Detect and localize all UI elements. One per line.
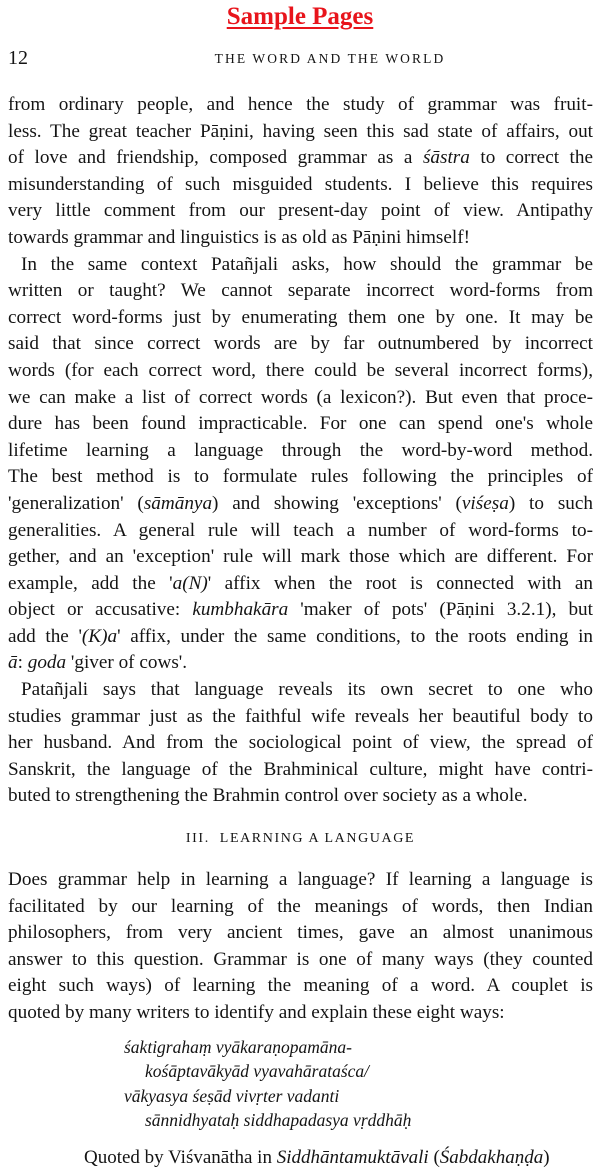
verse-citation: Quoted by Viśvanātha in Siddhāntamuktāvali (Śabdakhaṇḍa) [84, 1146, 550, 1168]
text-line: we can make a list of correct words (a lexicon?). But even that proce- [8, 386, 593, 408]
text-line: The best method is to formulate rules following the principles of [8, 466, 593, 488]
text-line: Patañjali says that language reveals its own secret to one who [21, 679, 593, 701]
page-number: 12 [8, 47, 28, 69]
text-line: words (for each correct word, there could be several incorrect forms), [8, 359, 593, 381]
text-line: Sanskrit, the language of the Brahminical culture, might have contri- [8, 758, 593, 780]
text-line: very little comment from our present-day point of view. Antipathy [8, 200, 593, 222]
section-title: LEARNING A LANGUAGE [219, 831, 416, 847]
text-line: Does grammar help in learning a language? If learning a language is [8, 869, 593, 891]
text-line: facilitated by our learning of the meanings of words, then Indian [8, 895, 593, 917]
text-line: philosophers, from very ancient times, gave an almost unanimous [8, 922, 593, 944]
text-line: less. The great teacher Pāṇini, having seen this sad state of affairs, out [8, 120, 593, 142]
verse-line: sānnidhyataḥ siddhapadasya vṛddhāḥ [145, 1110, 412, 1131]
verse-line: vākyasya śeṣād vivṛter vadanti [124, 1085, 340, 1106]
running-head: THE WORD AND THE WORLD [214, 51, 446, 66]
text-line: studies grammar just as the faithful wife reveals her beautiful body to [8, 705, 593, 727]
text-line: quoted by many writers to identify and explain these eight ways: [8, 1002, 505, 1023]
text-line: from ordinary people, and hence the study of grammar was fruit- [8, 94, 593, 115]
text-line: example, add the 'a(N)' affix when the root is connected with an [8, 572, 593, 594]
text-line: gether, and an 'exception' rule will mark those which are different. For [8, 546, 593, 568]
text-line: buted to strengthening the Brahmin control over society as a whole. [8, 785, 528, 807]
paragraph [8, 867, 593, 1027]
section-heading [8, 810, 593, 867]
text-line: eight such ways) of learning the meaning of a word. A couplet is [8, 975, 593, 997]
text-line: written or taught? We cannot separate incorrect word-forms from [8, 280, 593, 302]
paragraph [8, 252, 593, 678]
text-line: 'generalization' (sāmānya) and showing 'exceptions' (viśeṣa) to such [8, 492, 593, 514]
text-line: lifetime learning a language through the word-by-word method. [8, 439, 593, 461]
sanskrit-couplet [8, 1035, 593, 1133]
text-line: said that since correct words are by far outnumbered by incorrect [8, 333, 593, 355]
text-line: object or accusative: kumbhakāra 'maker of pots' (Pāṇini 3.2.1), but [8, 599, 593, 621]
page-body [8, 92, 593, 1171]
text-line: ā: goda 'giver of cows'. [8, 652, 188, 674]
verse-line: śaktigrahaṃ vyākaraṇopamāna- [124, 1036, 352, 1057]
paragraph [8, 677, 593, 810]
paragraph [8, 92, 593, 252]
text-line: misunderstanding of such misguided students. I believe this requires [8, 173, 593, 195]
text-line: towards grammar and linguistics is as old as Pāṇini himself! [8, 226, 471, 248]
text-line: her husband. And from the sociological point of view, the spread of [8, 732, 593, 754]
text-line: generalities. A general rule will teach a number of word-forms to- [8, 519, 593, 541]
section-number: III. [185, 831, 210, 847]
text-line: dure has been found impracticable. For one can spend one's whole [8, 413, 593, 435]
text-line: correct word-forms just by enumerating them one by one. It may be [8, 306, 593, 328]
verse-line: kośāptavākyād vyavahārataśca/ [145, 1061, 370, 1082]
text-line: of love and friendship, composed grammar as a śāstra to correct the [8, 147, 593, 169]
text-line: answer to this question. Grammar is one of many ways (they counted [8, 948, 593, 970]
text-line: add the '(K)a' affix, under the same conditions, to the roots ending in [8, 625, 593, 647]
sample-pages-banner: Sample Pages [226, 3, 374, 30]
text-line: In the same context Patañjali asks, how should the grammar be [21, 253, 593, 275]
